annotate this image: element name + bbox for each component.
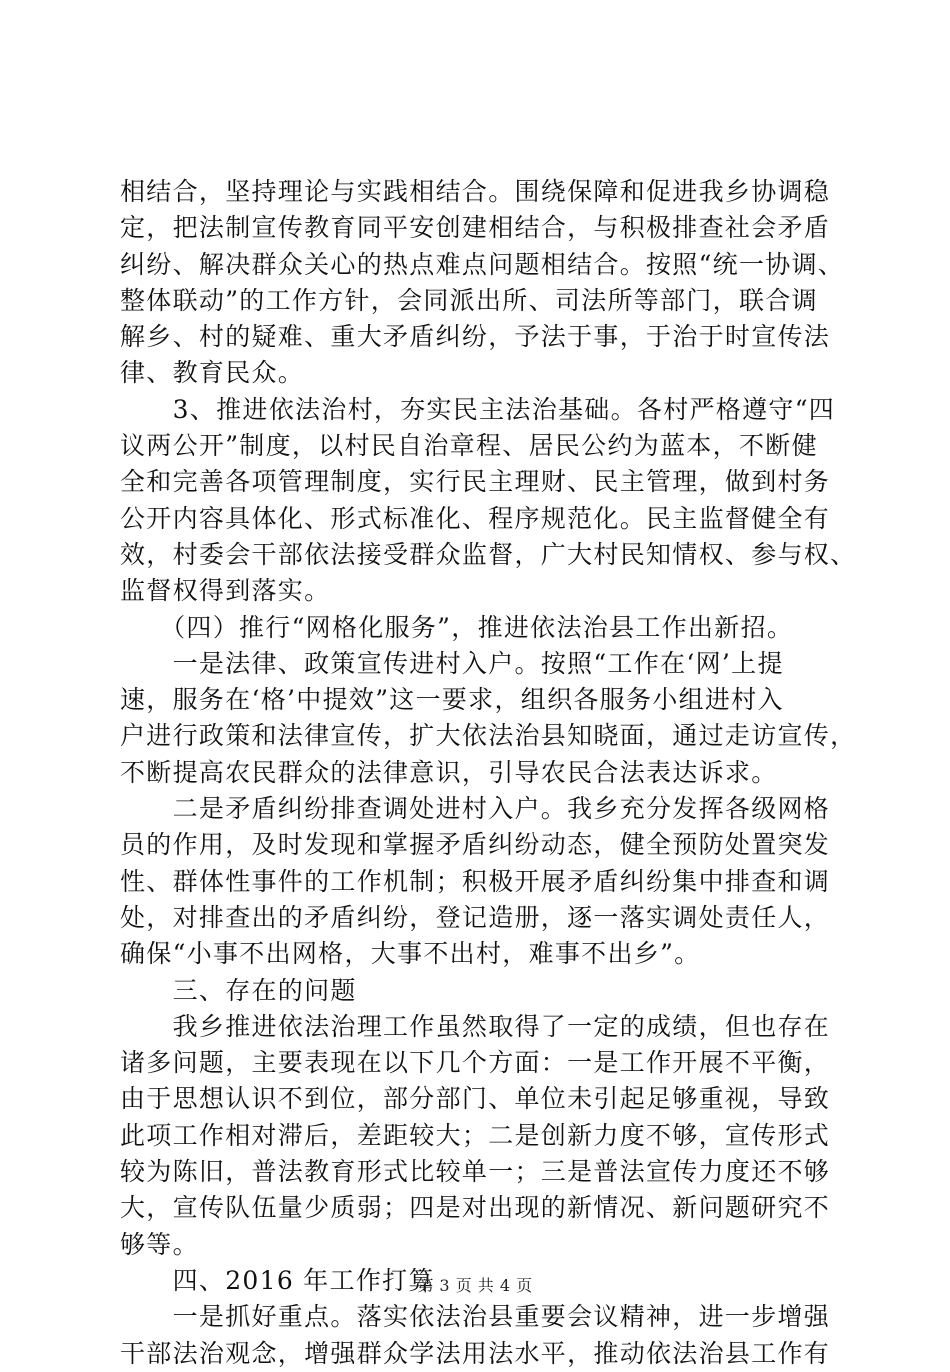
text-line: （四）推行“网格化服务”，推进依法治县工作出新招。 bbox=[120, 612, 794, 642]
text-line: 相结合，坚持理论与实践相结合。围绕保障和促进我乡协调稳 bbox=[120, 177, 831, 206]
text-line: 够等。 bbox=[120, 1229, 199, 1259]
text-line: 干部法治观念，增强群众学法用法水平，推动依法治县工作有 bbox=[120, 1338, 831, 1368]
text-line: 不断提高农民群众的法律意识，引导农民合法表达诉求。 bbox=[120, 757, 778, 787]
section-heading: 三、存在的问题 bbox=[120, 975, 357, 1005]
text-line: 处，对排查出的矛盾纠纷，登记造册，逐一落实调处责任人， bbox=[120, 902, 831, 932]
text-line: 二是矛盾纠纷排查调处进村入户。我乡充分发挥各级网格 bbox=[120, 794, 831, 824]
text-line: 公开内容具体化、形式标准化、程序规范化。民主监督健全有 bbox=[120, 503, 831, 533]
text-line: 效，村委会干部依法接受群众监督，广大村民知情权、参与权、 bbox=[120, 539, 857, 569]
text-line: 3、推进依法治村，夯实民主法治基础。各村严格遵守“四 bbox=[120, 394, 836, 424]
text-line: 全和完善各项管理制度，实行民主理财、民主管理，做到村务 bbox=[120, 467, 831, 497]
text-line: 大，宣传队伍量少质弱；四是对出现的新情况、新问题研究不 bbox=[120, 1193, 831, 1223]
text-line: 监督权得到落实。 bbox=[120, 576, 331, 606]
text-line: 我乡推进依法治理工作虽然取得了一定的成绩，但也存在 bbox=[120, 1011, 831, 1041]
document-body bbox=[120, 174, 857, 1372]
text-line: 诸多问题，主要表现在以下几个方面：一是工作开展不平衡， bbox=[120, 1048, 831, 1078]
text-line: 较为陈旧，普法教育形式比较单一；三是普法宣传力度还不够 bbox=[120, 1157, 831, 1187]
text-line: 性、群体性事件的工作机制；积极开展矛盾纠纷集中排查和调 bbox=[120, 866, 831, 896]
section-heading: 四、2016 年工作打算 bbox=[120, 1265, 435, 1295]
text-line: 员的作用，及时发现和掌握矛盾纠纷动态，健全预防处置突发 bbox=[120, 830, 831, 860]
text-line: 一是抓好重点。落实依法治县重要会议精神，进一步增强 bbox=[120, 1302, 831, 1332]
text-line: 律、教育民众。 bbox=[120, 358, 305, 388]
text-line: 议两公开”制度，以村民自治章程、居民公约为蓝本，不断健 bbox=[120, 431, 818, 461]
text-line: 速，服务在‘格’中提效”这一要求，组织各服务小组进村入 bbox=[120, 685, 784, 715]
text-line: 定，把法制宣传教育同平安创建相结合，与积极排查社会矛盾 bbox=[120, 213, 831, 243]
text-line: 此项工作相对滞后，差距较大；二是创新力度不够，宣传形式 bbox=[120, 1120, 831, 1150]
text-line: 解乡、村的疑难、重大矛盾纠纷，予法于事，于治于时宣传法 bbox=[120, 322, 831, 352]
text-line: 一是法律、政策宣传进村入户。按照“工作在‘网’上提 bbox=[120, 648, 784, 678]
text-line: 纠纷、解决群众关心的热点难点问题相结合。按照“统一协调、 bbox=[120, 249, 845, 279]
page-number-footer: 第 3 页 共 4 页 bbox=[417, 1276, 533, 1295]
text-line: 整体联动”的工作方针，会同派出所、司法所等部门，联合调 bbox=[120, 285, 818, 315]
text-line: 由于思想认识不到位，部分部门、单位未引起足够重视，导致 bbox=[120, 1084, 831, 1114]
text-line: 确保“小事不出网格，大事不出村，难事不出乡”。 bbox=[120, 939, 701, 969]
text-line: 户进行政策和法律宣传，扩大依法治县知晓面，通过走访宣传， bbox=[120, 721, 857, 751]
